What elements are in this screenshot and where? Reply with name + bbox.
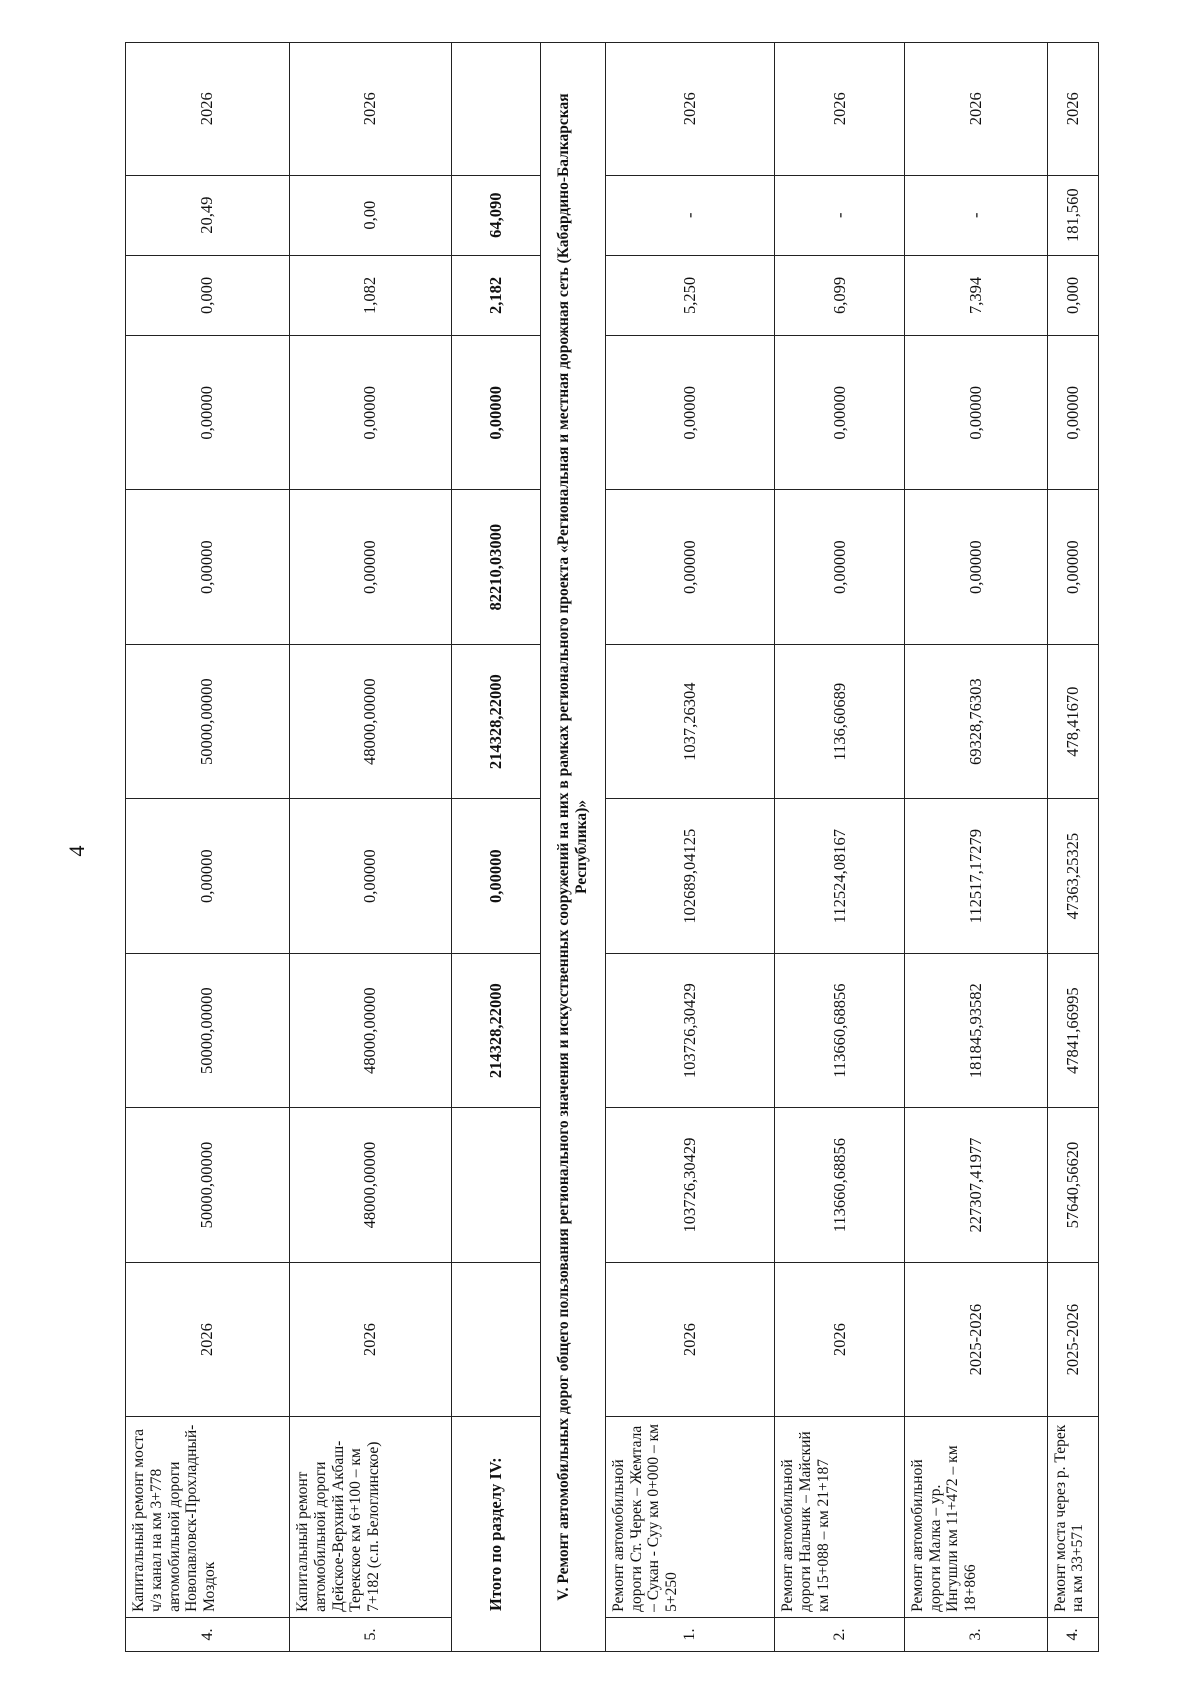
value-cell: 0,00000: [451, 336, 540, 490]
period-cell: 2026: [126, 1262, 290, 1416]
value-cell: 0,00000: [290, 490, 452, 644]
value-cell: 478,41670: [1047, 644, 1098, 798]
object-name: Ремонт автомобильной дороги Малка – ур. Ингушли км 11+472 – км 18+866: [904, 1417, 1047, 1618]
value-cell: 0,00000: [904, 490, 1047, 644]
value-cell: -: [904, 175, 1047, 255]
value-cell: 0,00000: [775, 336, 904, 490]
row-number: 4.: [126, 1617, 290, 1651]
value-cell: 0,00000: [126, 799, 290, 953]
value-cell: 0,00000: [904, 336, 1047, 490]
value-cell: 64,090: [451, 175, 540, 255]
table-row: [775, 43, 904, 1652]
value-cell: 48000,00000: [290, 1108, 452, 1262]
period-cell: 2026: [605, 1262, 775, 1416]
row-number: 3.: [904, 1617, 1047, 1651]
value-cell: 0,00000: [1047, 490, 1098, 644]
length-cell: 6,099: [775, 255, 904, 335]
year-cell: [451, 43, 540, 176]
value-cell: 0,00000: [775, 490, 904, 644]
value-cell: 20,49: [126, 175, 290, 255]
value-cell: 47841,66995: [1047, 953, 1098, 1107]
length-cell: 2,182: [451, 255, 540, 335]
row-number: 4.: [1047, 1617, 1098, 1651]
value-cell: 0,00000: [290, 799, 452, 953]
total-label: Итого по разделу IV:: [451, 1417, 540, 1652]
year-cell: 2026: [775, 43, 904, 176]
data-table: [125, 42, 1099, 1652]
value-cell: 47363,25325: [1047, 799, 1098, 953]
year-cell: 2026: [605, 43, 775, 176]
length-cell: 1,082: [290, 255, 452, 335]
period-cell: [451, 1262, 540, 1416]
table-row: [126, 43, 290, 1652]
length-cell: 0,000: [1047, 255, 1098, 335]
value-cell: 57640,56620: [1047, 1108, 1098, 1262]
value-cell: 0,00000: [451, 799, 540, 953]
value-cell: 0,00000: [605, 490, 775, 644]
value-cell: 69328,76303: [904, 644, 1047, 798]
table-row: [290, 43, 452, 1652]
value-cell: 50000,00000: [126, 953, 290, 1107]
year-cell: 2026: [1047, 43, 1098, 176]
table-row: [904, 43, 1047, 1652]
value-cell: 48000,00000: [290, 953, 452, 1107]
period-cell: 2026: [775, 1262, 904, 1416]
row-number: 5.: [290, 1617, 452, 1651]
length-cell: 7,394: [904, 255, 1047, 335]
rotated-table-area: [125, 42, 1099, 1652]
value-cell: 0,00000: [605, 336, 775, 490]
table-row: [605, 43, 775, 1652]
value-cell: 112524,08167: [775, 799, 904, 953]
value-cell: 103726,30429: [605, 1108, 775, 1262]
value-cell: 227307,41977: [904, 1108, 1047, 1262]
year-cell: 2026: [290, 43, 452, 176]
value-cell: 113660,68856: [775, 1108, 904, 1262]
value-cell: 0,00000: [126, 336, 290, 490]
object-name: Ремонт автомобильной дороги Нальчик – Майский км 15+088 – км 21+187: [775, 1417, 904, 1618]
value-cell: 181,560: [1047, 175, 1098, 255]
length-cell: 5,250: [605, 255, 775, 335]
object-name: Капитальный ремонт автомобильной дороги Дейское-Верхний Акбаш-Терекское км 6+100 – км 7+182 (с.п. Белоглинское): [290, 1417, 452, 1618]
period-cell: 2025-2026: [904, 1262, 1047, 1416]
value-cell: 214328,22000: [451, 953, 540, 1107]
value-cell: 103726,30429: [605, 953, 775, 1107]
value-cell: 181845,93582: [904, 953, 1047, 1107]
value-cell: 0,00: [290, 175, 452, 255]
value-cell: 50000,00000: [126, 644, 290, 798]
value-cell: 1037,26304: [605, 644, 775, 798]
value-cell: 214328,22000: [451, 644, 540, 798]
value-cell: 1136,60689: [775, 644, 904, 798]
value-cell: 0,00000: [1047, 336, 1098, 490]
page-number: 4: [64, 845, 89, 857]
object-name: Ремонт моста через р. Терек на км 33+571: [1047, 1417, 1098, 1618]
year-cell: 2026: [904, 43, 1047, 176]
period-cell: 2025-2026: [1047, 1262, 1098, 1416]
object-name: Капитальный ремонт моста ч/з канал на км 3+778 автомобильной дороги Новопавловск-Прохладный-Моздок: [126, 1417, 290, 1618]
value-cell: 0,00000: [126, 490, 290, 644]
value-cell: [451, 1108, 540, 1262]
row-number: 2.: [775, 1617, 904, 1651]
value-cell: 48000,00000: [290, 644, 452, 798]
value-cell: 102689,04125: [605, 799, 775, 953]
value-cell: 0,00000: [290, 336, 452, 490]
table-row: [1047, 43, 1098, 1652]
value-cell: 50000,00000: [126, 1108, 290, 1262]
section-header-row: [541, 43, 606, 1652]
value-cell: 113660,68856: [775, 953, 904, 1107]
value-cell: -: [775, 175, 904, 255]
length-cell: 0,000: [126, 255, 290, 335]
value-cell: 82210,03000: [451, 490, 540, 644]
object-name: Ремонт автомобильной дороги Ст. Черек – Жемтала – Сукан - Суу км 0+000 – км 5+250: [605, 1417, 775, 1618]
value-cell: -: [605, 175, 775, 255]
total-row: [451, 43, 540, 1652]
year-cell: 2026: [126, 43, 290, 176]
row-number: 1.: [605, 1617, 775, 1651]
period-cell: 2026: [290, 1262, 452, 1416]
section-title: V. Ремонт автомобильных дорог общего пользования регионального значения и искусственных сооружений на них в рамках регионального проекта «Региональная и местная дорожная сеть (Кабардино-Балкарская Республика)»: [541, 43, 606, 1652]
value-cell: 112517,17279: [904, 799, 1047, 953]
